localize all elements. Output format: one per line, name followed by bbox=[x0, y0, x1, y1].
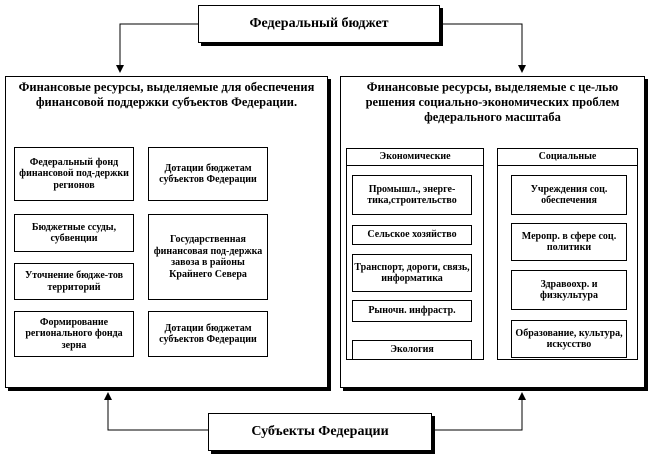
left-item-2: Дотации бюджетам субъектов Федерации bbox=[148, 147, 268, 201]
left-item-6: Формирование регионального фонда зерна bbox=[14, 311, 134, 357]
arrow-budget-to-left-panel bbox=[120, 24, 198, 72]
left-item-3: Бюджетные ссуды, субвенции bbox=[14, 214, 134, 252]
left-panel-title: Финансовые ресурсы, выделяемые для обеспечения финансовой поддержки субъектов Федерации. bbox=[18, 80, 315, 109]
arrow-subjects-to-left-panel bbox=[108, 393, 208, 430]
left-item-5: Уточнение бюдже-тов территорий bbox=[14, 263, 134, 300]
economic-item-1: Промышл., энерге-тика,строительство bbox=[352, 175, 472, 215]
economic-item-5: Экология bbox=[352, 340, 472, 360]
right-panel-title: Финансовые ресурсы, выделяемые с це-лью решения социально-экономических проблем федерального масштаба bbox=[365, 80, 620, 124]
social-item-2: Меропр. в сфере соц. политики bbox=[511, 223, 627, 261]
federation-subjects-title: Субъекты Федерации bbox=[251, 423, 389, 439]
arrow-budget-to-right-panel bbox=[440, 24, 522, 72]
left-item-4: Государственная финансовая под-держка завоза в районы Крайнего Севера bbox=[148, 214, 268, 300]
economic-item-3: Транспорт, дороги, связь, информатика bbox=[352, 254, 472, 292]
economic-item-2: Сельское хозяйство bbox=[352, 225, 472, 245]
social-item-4: Образование, культура, искусство bbox=[511, 320, 627, 358]
economic-heading: Экономические bbox=[346, 148, 484, 166]
arrow-subjects-to-right-panel bbox=[432, 393, 522, 430]
federal-budget-box bbox=[198, 5, 440, 43]
federation-subjects-box bbox=[208, 413, 432, 451]
left-item-1: Федеральный фонд финансовой под-держки регионов bbox=[14, 147, 134, 201]
left-item-7: Дотации бюджетам субъектов Федерации bbox=[148, 311, 268, 357]
social-item-3: Здравоохр. и физкультура bbox=[511, 270, 627, 310]
federal-budget-title: Федеральный бюджет bbox=[249, 15, 389, 31]
social-item-1: Учреждения соц. обеспечения bbox=[511, 175, 627, 215]
social-heading: Социальные bbox=[497, 148, 638, 166]
economic-item-4: Рыночн. инфрастр. bbox=[352, 300, 472, 322]
